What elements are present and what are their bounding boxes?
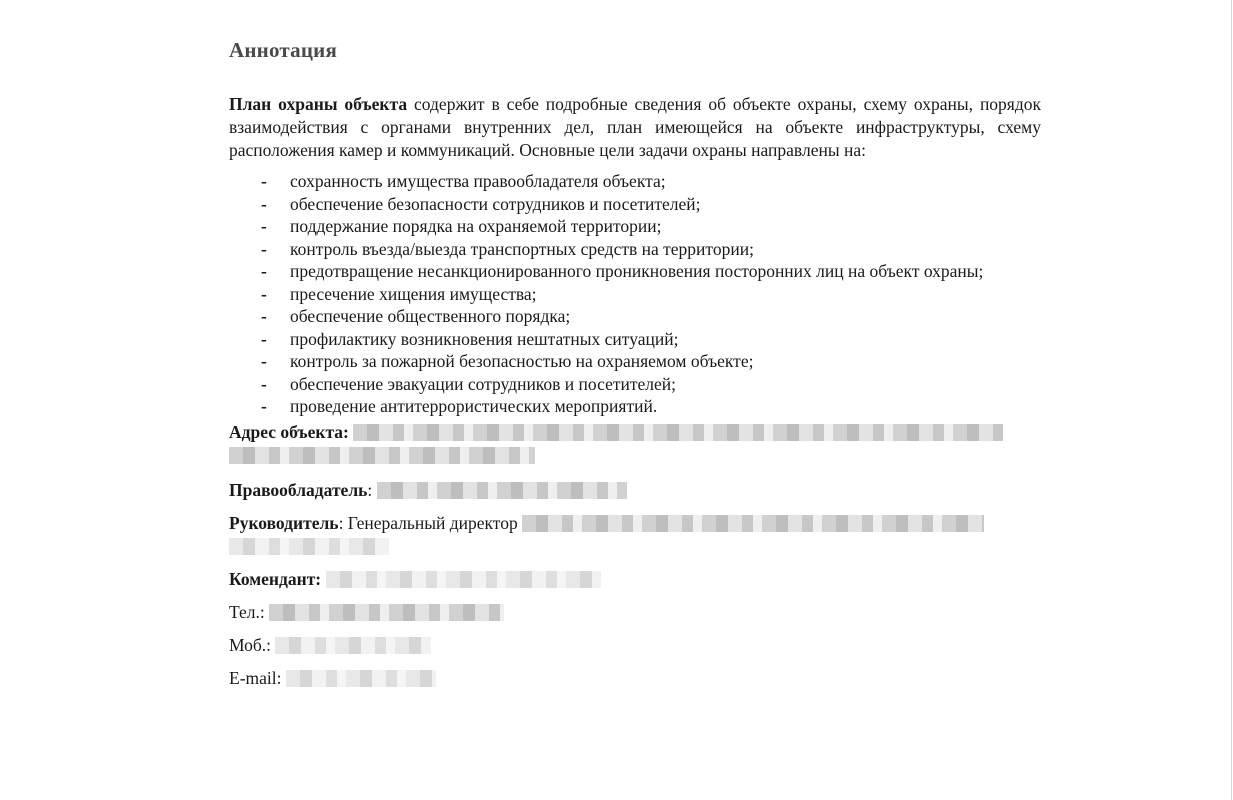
list-item-text: предотвращение несанкционированного проникновения посторонних лиц на объект охраны; <box>290 261 984 281</box>
bullet-dash: - <box>261 351 267 371</box>
goals-list <box>229 170 1041 418</box>
mobile-field <box>229 634 1041 657</box>
head-field <box>229 512 1041 558</box>
redacted-address <box>353 424 1003 441</box>
owner-colon: : <box>367 479 373 500</box>
list-item <box>229 305 1041 328</box>
list-item <box>229 238 1041 261</box>
document-title: Аннотация <box>229 38 338 62</box>
redacted-mobile <box>275 637 431 654</box>
list-item <box>229 193 1041 216</box>
bullet-dash: - <box>261 328 267 349</box>
address-label: Адрес объекта: <box>229 421 349 442</box>
bullet-dash: - <box>261 283 267 304</box>
redacted-commandant <box>326 571 601 588</box>
commandant-field <box>229 568 1041 591</box>
bullet-dash: - <box>261 396 267 416</box>
list-item-text: контроль въезда/выезда транспортных средств на территории; <box>290 238 754 259</box>
list-item-text: пресечение хищения имущества; <box>290 283 537 304</box>
redacted-owner <box>377 482 627 499</box>
redacted-address-cont <box>229 447 535 464</box>
bullet-dash: - <box>261 193 267 214</box>
list-item-text: сохранность имущества правообладателя объекта; <box>290 171 666 191</box>
list-item <box>229 328 1041 351</box>
list-item-text: обеспечение общественного порядка; <box>290 306 571 326</box>
redacted-head-cont <box>229 538 389 555</box>
phone-label: Тел.: <box>229 601 265 622</box>
list-item <box>229 350 1041 373</box>
redacted-head <box>522 515 984 532</box>
list-item-text: контроль за пожарной безопасностью на охраняемом объекте; <box>290 351 754 371</box>
list-item <box>229 283 1041 306</box>
bullet-dash: - <box>261 373 267 394</box>
intro-text: содержит в себе подробные сведения об объекте охраны, схему охраны, порядок взаимодействия с органами внутренних дел, план имеющейся на объекте инфраструктуры, схему расположения камер и коммуникаций. Основные цели задачи охраны направлены на: <box>229 94 1042 160</box>
bullet-dash: - <box>261 171 267 191</box>
head-label: Руководитель <box>229 512 339 533</box>
owner-label: Правообладатель <box>229 479 368 500</box>
list-item-text: поддержание порядка на охраняемой территории; <box>290 216 662 236</box>
list-item-text: обеспечение эвакуации сотрудников и посетителей; <box>290 373 676 394</box>
page-edge <box>1231 0 1232 800</box>
commandant-label: Комендант: <box>229 568 322 589</box>
list-item-text: проведение антитеррористических мероприятий. <box>290 396 658 416</box>
intro-paragraph <box>229 93 1041 162</box>
document-body <box>229 38 1041 690</box>
list-item <box>229 260 1041 283</box>
address-field <box>229 421 1041 467</box>
bullet-dash: - <box>261 238 267 259</box>
list-item <box>229 215 1041 238</box>
email-label: E-mail: <box>229 667 282 688</box>
bullet-dash: - <box>261 216 267 236</box>
list-item <box>229 170 1041 193</box>
redacted-email <box>286 670 436 687</box>
owner-field <box>229 479 1041 502</box>
mobile-label: Моб.: <box>229 634 272 655</box>
intro-lead: План охраны объекта <box>229 94 408 114</box>
list-item <box>229 395 1041 418</box>
bullet-dash: - <box>261 306 267 326</box>
redacted-phone <box>269 604 504 621</box>
list-item-text: профилактику возникновения нештатных ситуаций; <box>290 328 679 349</box>
list-item <box>229 373 1041 396</box>
list-item-text: обеспечение безопасности сотрудников и посетителей; <box>290 193 701 214</box>
bullet-dash: - <box>261 261 267 281</box>
head-value: : Генеральный директор <box>338 512 518 533</box>
phone-field <box>229 601 1041 624</box>
email-field <box>229 667 1041 690</box>
